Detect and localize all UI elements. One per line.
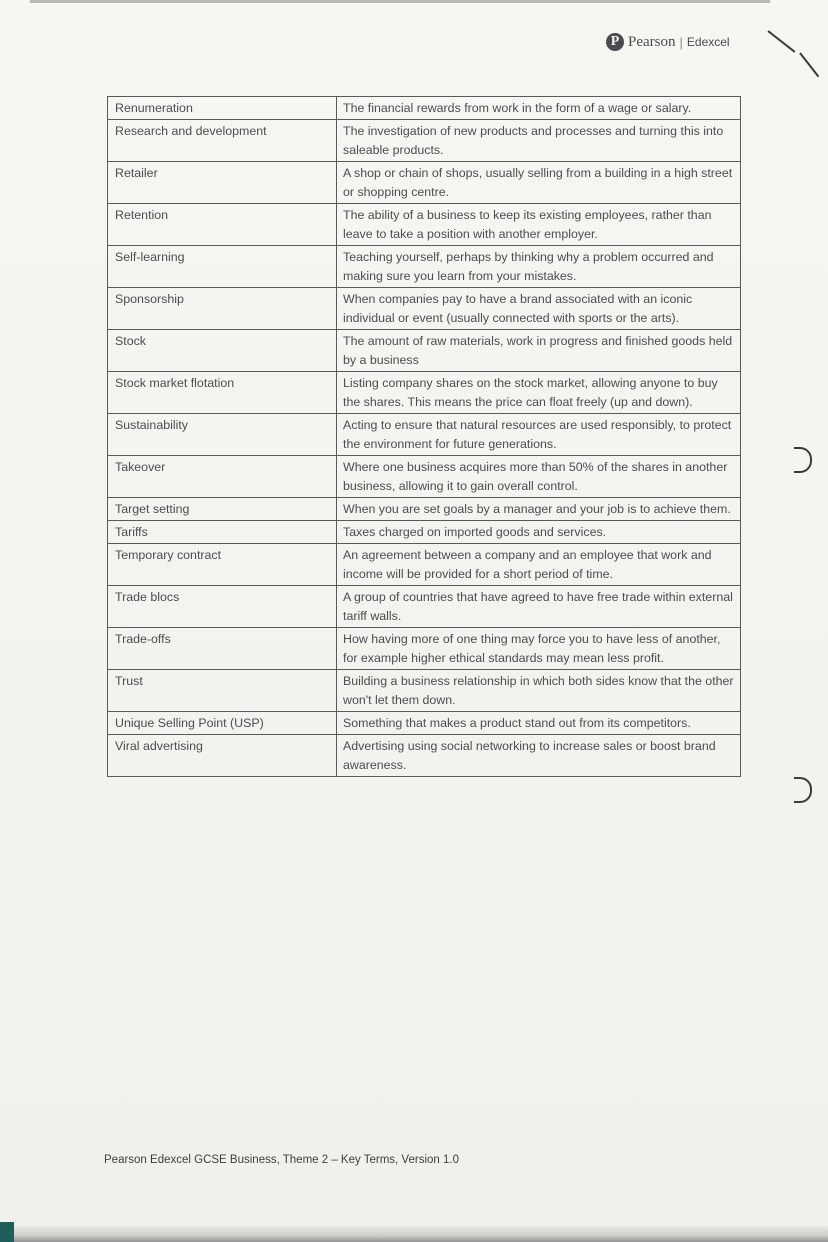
table-row <box>108 246 741 288</box>
definition-cell: An agreement between a company and an employee that work and income will be provided for a short period of time. <box>337 544 741 586</box>
definition-cell: Listing company shares on the stock market, allowing anyone to buy the shares. This means the price can float freely (up and down). <box>337 372 741 414</box>
term-cell: Viral advertising <box>108 735 337 777</box>
definition-cell: Advertising using social networking to increase sales or boost brand awareness. <box>337 735 741 777</box>
term-cell: Sustainability <box>108 414 337 456</box>
definition-cell: When you are set goals by a manager and your job is to achieve them. <box>337 498 741 521</box>
table-row <box>108 521 741 544</box>
definition-cell: A group of countries that have agreed to have free trade within external tariff walls. <box>337 586 741 628</box>
table-row <box>108 456 741 498</box>
table-row <box>108 735 741 777</box>
binder-hole <box>794 447 812 473</box>
key-terms-table <box>107 96 741 777</box>
term-cell: Stock <box>108 330 337 372</box>
term-cell: Renumeration <box>108 97 337 120</box>
brand-separator: | <box>679 34 683 50</box>
term-cell: Takeover <box>108 456 337 498</box>
definition-cell: The financial rewards from work in the form of a wage or salary. <box>337 97 741 120</box>
definition-cell: When companies pay to have a brand associated with an iconic individual or event (usually connected with sports or the arts). <box>337 288 741 330</box>
corner-mark <box>0 1222 14 1242</box>
definition-cell: Taxes charged on imported goods and services. <box>337 521 741 544</box>
term-cell: Trade-offs <box>108 628 337 670</box>
term-cell: Self-learning <box>108 246 337 288</box>
table-row <box>108 120 741 162</box>
page-footer: Pearson Edexcel GCSE Business, Theme 2 – Key Terms, Version 1.0 <box>104 1154 459 1166</box>
term-cell: Research and development <box>108 120 337 162</box>
pen-mark <box>799 52 819 77</box>
key-terms-body <box>108 97 741 777</box>
table-row <box>108 97 741 120</box>
table-row <box>108 414 741 456</box>
pearson-edexcel-logo <box>606 33 730 51</box>
definition-cell: Where one business acquires more than 50% of the shares in another business, allowing it to gain overall control. <box>337 456 741 498</box>
term-cell: Stock market flotation <box>108 372 337 414</box>
sub-brand-name: Edexcel <box>686 35 730 49</box>
table-row <box>108 162 741 204</box>
term-cell: Retention <box>108 204 337 246</box>
term-cell: Trust <box>108 670 337 712</box>
term-cell: Sponsorship <box>108 288 337 330</box>
definition-cell: Building a business relationship in which both sides know that the other won't let them down. <box>337 670 741 712</box>
table-row <box>108 330 741 372</box>
term-cell: Trade blocs <box>108 586 337 628</box>
term-cell: Tariffs <box>108 521 337 544</box>
pearson-logo-icon: P <box>606 33 624 51</box>
table-row <box>108 586 741 628</box>
term-cell: Unique Selling Point (USP) <box>108 712 337 735</box>
table-row <box>108 288 741 330</box>
definition-cell: How having more of one thing may force you to have less of another, for example higher ethical standards may mean less profit. <box>337 628 741 670</box>
term-cell: Retailer <box>108 162 337 204</box>
pen-mark <box>767 30 795 53</box>
definition-cell: The investigation of new products and processes and turning this into saleable products. <box>337 120 741 162</box>
definition-cell: A shop or chain of shops, usually selling from a building in a high street or shopping centre. <box>337 162 741 204</box>
definition-cell: The ability of a business to keep its existing employees, rather than leave to take a position with another employer. <box>337 204 741 246</box>
page-top-edge <box>30 0 770 3</box>
table-row <box>108 544 741 586</box>
table-row <box>108 372 741 414</box>
table-row <box>108 498 741 521</box>
brand-name: Pearson <box>628 33 676 50</box>
definition-cell: The amount of raw materials, work in progress and finished goods held by a business <box>337 330 741 372</box>
definition-cell: Teaching yourself, perhaps by thinking why a problem occurred and making sure you learn from your mistakes. <box>337 246 741 288</box>
table-row <box>108 628 741 670</box>
term-cell: Target setting <box>108 498 337 521</box>
binder-hole <box>794 777 812 803</box>
table-row <box>108 670 741 712</box>
definition-cell: Something that makes a product stand out from its competitors. <box>337 712 741 735</box>
table-row <box>108 712 741 735</box>
table-row <box>108 204 741 246</box>
definition-cell: Acting to ensure that natural resources are used responsibly, to protect the environment for future generations. <box>337 414 741 456</box>
term-cell: Temporary contract <box>108 544 337 586</box>
page-bottom-edge <box>0 1226 828 1242</box>
